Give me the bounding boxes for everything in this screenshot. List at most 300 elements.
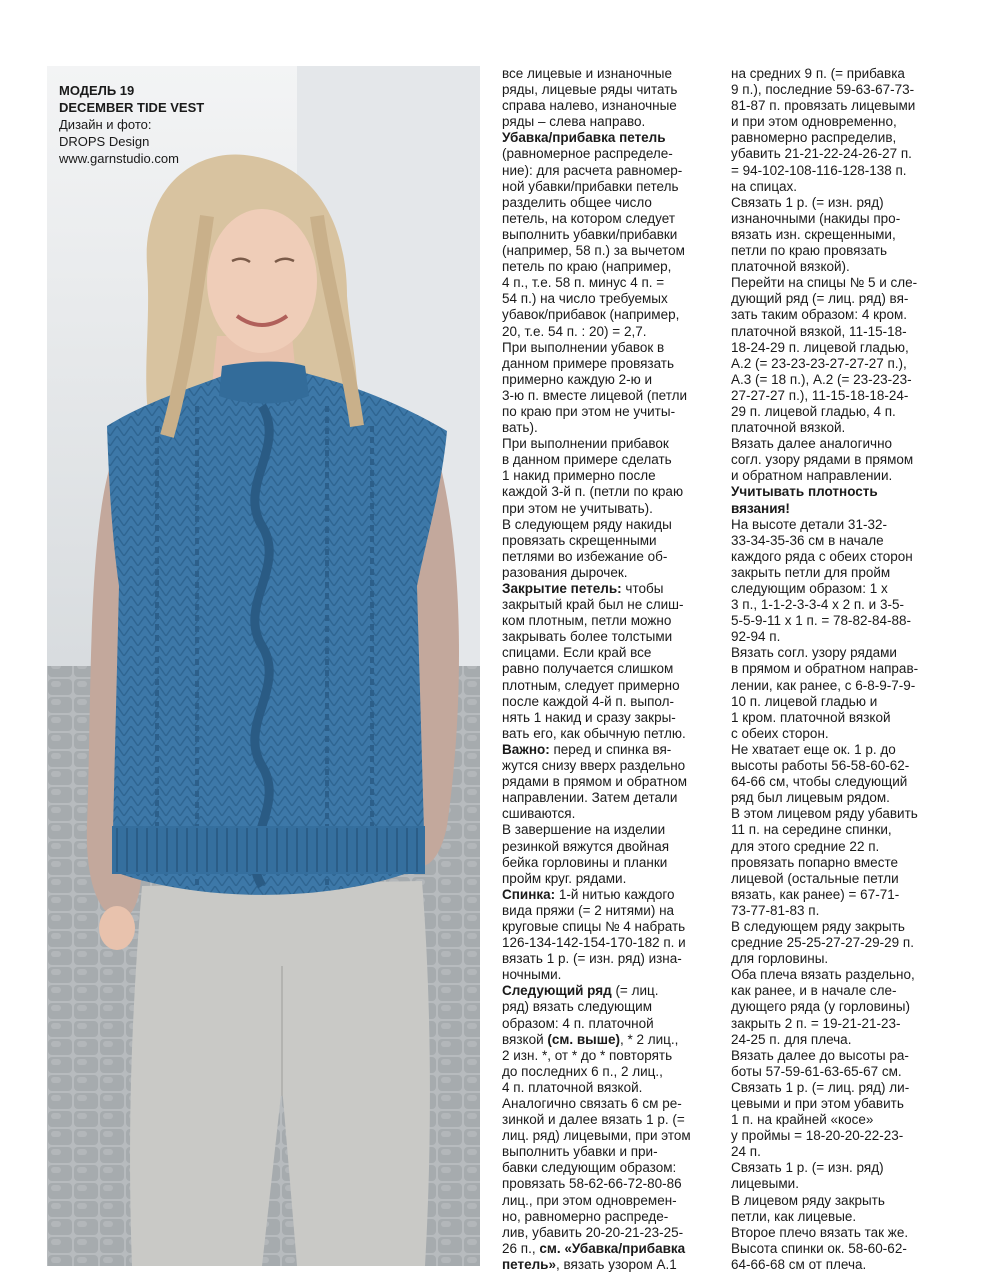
- text-run: Перейти на спицы № 5 и сле-: [731, 275, 918, 291]
- text-line: [731, 114, 945, 130]
- text-line: [731, 98, 945, 114]
- text-run: боты 57-59-61-63-65-67 см.: [731, 1063, 902, 1079]
- text-run: Связать 1 р. (= лиц. ряд) ли-: [731, 1079, 910, 1095]
- text-run: закрывать более толстыми: [502, 629, 673, 645]
- text-line: [502, 484, 714, 500]
- text-line: [731, 436, 945, 452]
- text-run: А.3 (= 18 п.), А.2 (= 23-23-23-: [731, 371, 912, 387]
- text-line: [502, 307, 714, 323]
- text-line: [502, 517, 714, 533]
- text-line: [502, 211, 714, 227]
- text-line: [502, 774, 714, 790]
- bold-text: (см. выше): [547, 1031, 620, 1047]
- text-run: 24 п.: [731, 1144, 761, 1160]
- text-run: 3 п., 1-1-2-3-3-4 х 2 п. и 3-5-: [731, 597, 904, 613]
- model-photo: [47, 66, 480, 1266]
- text-line: [502, 1016, 714, 1032]
- text-line: [502, 275, 714, 291]
- text-line: [731, 1096, 945, 1112]
- text-line: [731, 227, 945, 243]
- text-run: дующего ряда (у горловины): [731, 999, 910, 1015]
- text-run: петли, как лицевые.: [731, 1208, 857, 1224]
- text-run: зинкой и далее вязать 1 р. (=: [502, 1112, 685, 1128]
- text-line: [731, 1032, 945, 1048]
- text-line: [731, 388, 945, 404]
- text-line: [731, 130, 945, 146]
- text-run: Оба плеча вязать раздельно,: [731, 967, 915, 983]
- text-run: 2 изн. *, от * до * повторять: [502, 1047, 673, 1063]
- text-run: 26 п.,: [502, 1240, 540, 1256]
- text-line: [502, 951, 714, 967]
- text-line: [502, 581, 714, 597]
- text-line: [502, 887, 714, 903]
- text-run: 1 накид примерно после: [502, 468, 656, 484]
- text-run: 1 кром. платочной вязкой: [731, 709, 891, 725]
- text-line: [731, 694, 945, 710]
- text-run: платочной вязкой).: [731, 259, 850, 275]
- text-run: по краю при этом не учиты-: [502, 403, 676, 419]
- text-run: 92-94 п.: [731, 629, 781, 645]
- text-run: сшиваются.: [502, 806, 576, 822]
- text-line: [731, 613, 945, 629]
- text-run: закрытый край был не слиш-: [502, 597, 684, 613]
- instructions-column-2: [731, 66, 945, 1273]
- text-run: 5-5-9-11 х 1 п. = 78-82-84-88-: [731, 613, 912, 629]
- text-line: [502, 790, 714, 806]
- bold-text: петель»: [502, 1256, 556, 1272]
- text-run: чтобы: [625, 581, 664, 596]
- text-line: [502, 372, 714, 388]
- text-line: [502, 1064, 714, 1080]
- text-run: петель по краю (например,: [502, 259, 672, 275]
- text-line: [502, 742, 714, 758]
- face: [207, 209, 317, 353]
- text-line: [731, 887, 945, 903]
- text-run: 33-34-35-36 см в начале: [731, 532, 884, 548]
- text-run: вязать, как ранее) = 67-71-: [731, 886, 900, 902]
- text-line: [502, 999, 714, 1015]
- text-run: провязать 58-62-66-72-80-86: [502, 1176, 682, 1192]
- text-line: [502, 420, 714, 436]
- text-line: [731, 629, 945, 645]
- text-run: до последних 6 п., 2 лиц.,: [502, 1063, 663, 1079]
- text-run: вида пряжи (= 2 нитями) на: [502, 902, 675, 918]
- text-line: [731, 452, 945, 468]
- text-line: [731, 1016, 945, 1032]
- text-run: вязать 1 р. (= изн. ряд) изна-: [502, 951, 682, 967]
- text-run: 126-134-142-154-170-182 п. и: [502, 935, 686, 951]
- text-line: [502, 356, 714, 372]
- text-line: [502, 597, 714, 613]
- text-run: Аналогично связать 6 см ре-: [502, 1096, 682, 1111]
- text-line: [502, 839, 714, 855]
- text-line: [502, 259, 714, 275]
- text-run: разования дырочек.: [502, 564, 628, 580]
- text-line: [731, 146, 945, 162]
- text-line: [502, 227, 714, 243]
- text-run: дующий ряд (= лиц. ряд) вя-: [731, 291, 909, 307]
- text-run: круговые спицы № 4 набрать: [502, 918, 686, 934]
- text-run: перед и спинка вя-: [553, 741, 672, 757]
- text-line: [731, 1128, 945, 1144]
- text-run: в прямом и обратном направ-: [731, 661, 919, 677]
- text-run: , вязать узором А.1: [556, 1256, 677, 1272]
- text-run: вать его, как обычную петлю.: [502, 725, 686, 741]
- text-run: равномерно распределив,: [731, 130, 897, 146]
- text-line: [502, 903, 714, 919]
- text-run: 18-24-29 п. лицевой гладью,: [731, 339, 909, 355]
- text-line: [731, 790, 945, 806]
- text-line: [731, 597, 945, 613]
- text-line: [502, 1032, 714, 1048]
- model-number: МОДЕЛЬ 19: [59, 83, 135, 98]
- text-run: В следующем ряду накиды: [502, 516, 672, 532]
- text-run: выполнить убавки/прибавки: [502, 226, 678, 242]
- text-line: [731, 243, 945, 259]
- text-run: 1 п. на крайней «косе»: [731, 1112, 874, 1128]
- text-run: каждой 3-й п. (петли по краю: [502, 484, 684, 500]
- text-line: [731, 517, 945, 533]
- text-run: А.2 (= 23-23-23-27-27-27 п.),: [731, 355, 907, 371]
- text-run: на спицах.: [731, 178, 798, 194]
- text-run: В этом лицевом ряду убавить: [731, 806, 918, 822]
- text-line: [731, 420, 945, 436]
- text-run: 24-25 п. для плеча.: [731, 1031, 852, 1047]
- text-run: вязкой: [502, 1031, 548, 1047]
- text-run: высоты работы 56-58-60-62-: [731, 758, 910, 774]
- bold-text: Учитывать плотность: [731, 484, 878, 500]
- text-line: [731, 259, 945, 275]
- text-line: [502, 114, 714, 130]
- text-run: ной убавки/прибавки петель: [502, 178, 679, 194]
- text-line: [731, 549, 945, 565]
- text-run: нять 1 накид и сразу закры-: [502, 709, 676, 725]
- text-line: [502, 694, 714, 710]
- text-line: [731, 501, 945, 517]
- designer-brand: DROPS Design: [59, 134, 150, 149]
- text-run: Вязать согл. узору рядами: [731, 645, 897, 661]
- text-run: выполнить убавки и при-: [502, 1144, 658, 1160]
- text-run: 11 п. на середине спинки,: [731, 822, 892, 838]
- text-line: [502, 163, 714, 179]
- text-run: Не хватает еще ок. 1 р. до: [731, 741, 896, 757]
- text-line: [731, 871, 945, 887]
- text-run: , * 2 лиц.,: [619, 1031, 679, 1047]
- text-run: бавки следующим образом:: [502, 1160, 677, 1176]
- text-line: [731, 565, 945, 581]
- text-run: 81-87 п. провязать лицевыми: [731, 98, 916, 114]
- bold-text: Закрытие петель:: [502, 581, 626, 596]
- text-run: жутся снизу вверх раздельно: [502, 758, 686, 774]
- text-line: [731, 999, 945, 1015]
- instructions-column-1: [502, 66, 714, 1273]
- text-run: петлями во избежание об-: [502, 548, 668, 564]
- text-line: [502, 533, 714, 549]
- bold-text: вязания!: [731, 500, 790, 516]
- text-line: [731, 179, 945, 195]
- text-run: 20, т.е. 54 п. : 20) = 2,7.: [502, 323, 647, 339]
- text-line: [502, 146, 714, 162]
- text-run: при этом не учитывать).: [502, 500, 653, 516]
- text-run: и при этом одновременно,: [731, 114, 897, 130]
- text-line: [502, 726, 714, 742]
- text-line: [731, 468, 945, 484]
- text-run: направлении. Затем детали: [502, 790, 678, 806]
- text-run: бейка горловины и планки: [502, 854, 668, 870]
- text-run: закрыть петли для пройм: [731, 564, 891, 580]
- text-run: вязать изн. скрещенными,: [731, 226, 896, 242]
- text-run: Связать 1 р. (= изн. ряд): [731, 1160, 884, 1176]
- text-run: лицевой (остальные петли: [731, 870, 899, 886]
- text-line: [731, 82, 945, 98]
- text-run: 1-й нитью каждого: [558, 886, 675, 902]
- text-line: [502, 758, 714, 774]
- text-line: [502, 645, 714, 661]
- bold-text: Убавка/прибавка петель: [502, 130, 666, 146]
- text-line: [731, 919, 945, 935]
- text-run: 54 п.) на число требуемых: [502, 291, 668, 307]
- photo-illustration: [47, 66, 480, 1266]
- text-line: [502, 452, 714, 468]
- text-run: лении, как ранее, с 6-8-9-7-9-: [731, 677, 916, 693]
- text-line: [502, 1241, 714, 1257]
- text-run: петель, на котором следует: [502, 210, 676, 226]
- text-line: [502, 919, 714, 935]
- text-run: и обратном направлении.: [731, 468, 893, 484]
- text-run: ряд был лицевым рядом.: [731, 790, 890, 806]
- text-line: [502, 1080, 714, 1096]
- text-run: на средних 9 п. (= прибавка: [731, 66, 905, 81]
- text-run: платочной вязкой, 11-15-18-: [731, 323, 907, 339]
- text-line: [731, 1193, 945, 1209]
- vest-collar: [219, 361, 309, 403]
- text-run: все лицевые и изнаночные: [502, 66, 673, 81]
- text-run: петли по краю провязать: [731, 243, 888, 259]
- text-line: [731, 484, 945, 500]
- text-line: [731, 806, 945, 822]
- text-run: ряды, лицевые ряды читать: [502, 82, 678, 98]
- text-run: На высоте детали 31-32-: [731, 516, 887, 532]
- text-run: в данном примере сделать: [502, 452, 672, 468]
- text-line: [502, 291, 714, 307]
- text-run: как ранее, и в начале сле-: [731, 983, 897, 999]
- text-line: [502, 613, 714, 629]
- text-run: 64-66-68 см от плеча.: [731, 1256, 867, 1272]
- text-line: [731, 1080, 945, 1096]
- text-line: [502, 1193, 714, 1209]
- text-line: [502, 501, 714, 517]
- text-line: [731, 372, 945, 388]
- text-line: [731, 645, 945, 661]
- text-line: [502, 806, 714, 822]
- text-line: [502, 1048, 714, 1064]
- text-run: изнаночными (накиды про-: [731, 210, 901, 226]
- text-run: с обеих сторон.: [731, 725, 829, 741]
- text-run: согл. узору рядами в прямом: [731, 452, 914, 468]
- text-run: провязать попарно вместе: [731, 854, 898, 870]
- website-link[interactable]: www.garnstudio.com: [59, 151, 179, 166]
- text-line: [502, 195, 714, 211]
- text-run: 10 п. лицевой гладью и: [731, 693, 878, 709]
- text-line: [502, 629, 714, 645]
- text-line: [731, 307, 945, 323]
- text-run: 9 п.), последние 59-63-67-73-: [731, 82, 915, 98]
- text-run: В следующем ряду закрыть: [731, 918, 905, 934]
- text-line: [731, 404, 945, 420]
- text-line: [502, 871, 714, 887]
- text-line: [731, 66, 945, 82]
- text-run: зать таким образом: 4 кром.: [731, 307, 908, 323]
- text-run: Вязать далее до высоты ра-: [731, 1047, 909, 1063]
- text-line: [731, 533, 945, 549]
- text-line: [731, 951, 945, 967]
- text-run: лицевыми.: [731, 1176, 799, 1192]
- text-run: 4 п., т.е. 58 п. минус 4 п. =: [502, 275, 665, 291]
- text-run: Вязать далее аналогично: [731, 436, 893, 452]
- text-line: [731, 1112, 945, 1128]
- text-run: плотным, следует примерно: [502, 677, 680, 693]
- text-line: [731, 1144, 945, 1160]
- text-run: 3-ю п. вместе лицевой (петли: [502, 387, 688, 403]
- text-line: [502, 855, 714, 871]
- text-line: [731, 275, 945, 291]
- text-line: [731, 822, 945, 838]
- design-label: Дизайн и фото:: [59, 117, 152, 132]
- text-run: убавок/прибавок (например,: [502, 307, 680, 323]
- text-run: разделить общее число: [502, 194, 652, 210]
- bold-text: см. «Убавка/прибавка: [539, 1240, 686, 1256]
- text-line: [731, 678, 945, 694]
- text-run: лив, убавить 20-20-21-23-25-: [502, 1224, 684, 1240]
- text-line: [502, 468, 714, 484]
- text-line: [502, 436, 714, 452]
- text-line: [502, 661, 714, 677]
- text-run: В лицевом ряду закрыть: [731, 1192, 885, 1208]
- text-line: [731, 1225, 945, 1241]
- text-run: рядами в прямом и обратном: [502, 774, 688, 790]
- text-line: [731, 291, 945, 307]
- text-line: [731, 983, 945, 999]
- text-line: [502, 340, 714, 356]
- text-run: вать).: [502, 420, 538, 436]
- text-run: резинкой вяжутся двойная: [502, 838, 670, 854]
- text-line: [502, 404, 714, 420]
- text-run: ряды – слева направо.: [502, 114, 646, 130]
- text-line: [502, 1144, 714, 1160]
- text-line: [731, 163, 945, 179]
- text-line: [502, 710, 714, 726]
- text-line: [502, 66, 714, 82]
- text-line: [731, 935, 945, 951]
- text-run: 64-66 см, чтобы следующий: [731, 774, 908, 790]
- text-run: (= лиц.: [615, 983, 659, 999]
- text-line: [502, 130, 714, 146]
- text-line: [731, 903, 945, 919]
- text-run: лиц., при этом одновремен-: [502, 1192, 677, 1208]
- text-run: средние 25-25-27-27-29-29 п.: [731, 935, 914, 951]
- text-line: [731, 1048, 945, 1064]
- text-run: закрыть 2 п. = 19-21-21-23-: [731, 1015, 901, 1031]
- text-line: [502, 678, 714, 694]
- text-run: В завершение на изделии: [502, 822, 666, 838]
- text-run: (равномерное распределе-: [502, 146, 673, 162]
- text-line: [502, 1176, 714, 1192]
- text-line: [731, 661, 945, 677]
- text-run: убавить 21-21-22-24-26-27 п.: [731, 146, 912, 162]
- text-run: При выполнении прибавок: [502, 436, 669, 452]
- text-line: [731, 1064, 945, 1080]
- text-line: [502, 565, 714, 581]
- text-line: [731, 710, 945, 726]
- text-line: [731, 1209, 945, 1225]
- text-run: ние): для расчета равномер-: [502, 162, 683, 178]
- text-line: [502, 1225, 714, 1241]
- text-line: [731, 1257, 945, 1273]
- text-run: платочной вязкой.: [731, 420, 846, 436]
- text-line: [502, 549, 714, 565]
- text-line: [502, 1112, 714, 1128]
- bold-text: Следующий ряд: [502, 983, 616, 999]
- bold-text: Важно:: [502, 741, 554, 757]
- text-line: [731, 742, 945, 758]
- text-line: [502, 324, 714, 340]
- text-run: пройм круг. рядами.: [502, 870, 627, 886]
- text-run: лиц. ряд) лицевыми, при этом: [502, 1128, 691, 1144]
- text-line: [731, 758, 945, 774]
- text-line: [731, 855, 945, 871]
- photo-credits: [59, 82, 204, 167]
- text-line: [731, 1160, 945, 1176]
- text-line: [502, 98, 714, 114]
- text-line: [502, 179, 714, 195]
- text-run: Связать 1 р. (= изн. ряд): [731, 194, 884, 210]
- text-line: [502, 1128, 714, 1144]
- text-line: [731, 726, 945, 742]
- text-line: [731, 195, 945, 211]
- text-line: [502, 1257, 714, 1273]
- text-run: ряд) вязать следующим: [502, 999, 653, 1015]
- text-run: При выполнении убавок в: [502, 339, 665, 355]
- text-line: [502, 935, 714, 951]
- text-run: следующим образом: 1 х: [731, 581, 888, 596]
- text-run: (например, 58 п.) за вычетом: [502, 243, 685, 259]
- text-run: 4 п. платочной вязкой.: [502, 1079, 643, 1095]
- bold-text: Спинка:: [502, 886, 559, 902]
- text-line: [731, 324, 945, 340]
- text-line: [502, 243, 714, 259]
- text-run: у проймы = 18-20-20-22-23-: [731, 1128, 904, 1144]
- model-name: DECEMBER TIDE VEST: [59, 100, 205, 115]
- text-line: [731, 967, 945, 983]
- text-run: но, равномерно распреде-: [502, 1208, 669, 1224]
- text-run: справа налево, изнаночные: [502, 98, 677, 114]
- text-run: Высота спинки ок. 58-60-62-: [731, 1240, 907, 1256]
- text-line: [731, 774, 945, 790]
- text-line: [502, 1160, 714, 1176]
- text-run: данном примере провязать: [502, 355, 675, 371]
- text-run: спицами. Если край все: [502, 645, 652, 661]
- text-line: [502, 983, 714, 999]
- text-run: для этого средние 22 п.: [731, 838, 880, 854]
- text-run: образом: 4 п. платочной: [502, 1015, 654, 1031]
- text-run: = 94-102-108-116-128-138 п.: [731, 162, 907, 178]
- text-run: ночными.: [502, 967, 562, 983]
- text-line: [731, 839, 945, 855]
- text-run: равно получается слишком: [502, 661, 674, 677]
- text-line: [731, 581, 945, 597]
- text-line: [502, 1096, 714, 1112]
- text-run: Второе плечо вязать так же.: [731, 1224, 909, 1240]
